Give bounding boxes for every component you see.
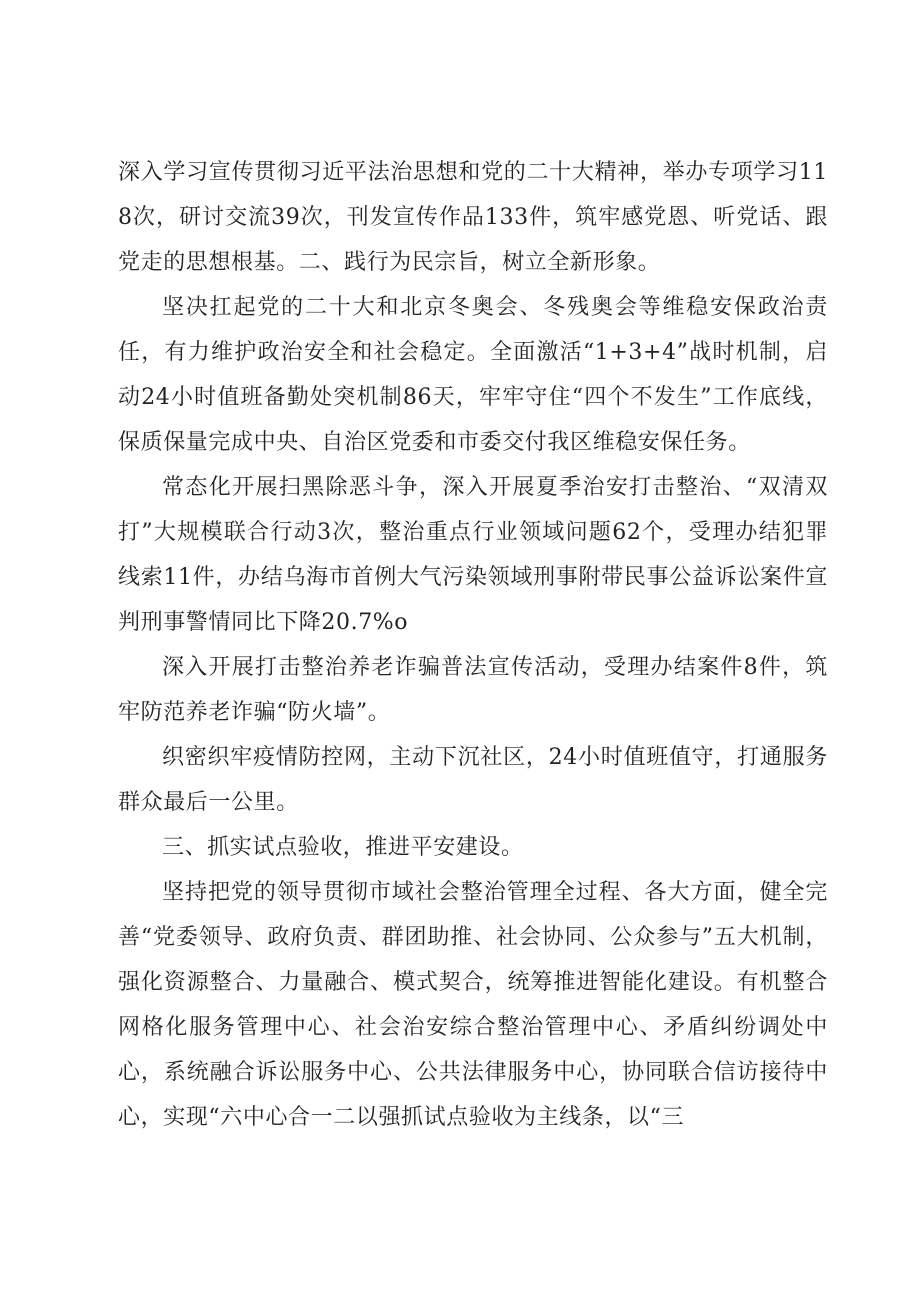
section-heading: 三、抓实试点验收，推进平安建设。 [162,835,524,860]
document-body [118,150,828,1140]
paragraph-4: 深入开展打击整治养老诈骗普法宣传活动，受理办结案件8件，筑牢防范养老诈骗“防火墙”。 [118,655,828,725]
paragraph-2: 坚决扛起党的二十大和北京冬奥会、冬残奥会等维稳安保政治责任，有力维护政治安全和社会稳定。全面激活“1+3+4”战时机制，启动24小时值班备勤处突机制86天，牢牢守住“四个不发生”工作底线，保质保量完成中央、自治区党委和市委交付我区维稳安保任务。 [118,295,828,455]
paragraph-3: 常态化开展扫黑除恶斗争，深入开展夏季治安打击整治、“双清双打”大规模联合行动3次，整治重点行业领域问题62个，受理办结犯罪线索11件，办结乌海市首例大气污染领域刑事附带民事公益诉讼案件宣判刑事警情同比下降20.7%o [118,475,828,635]
paragraph-6: 坚持把党的领导贯彻市域社会整治管理全过程、各大方面，健全完善“党委领导、政府负责、群团助推、社会协同、公众参与”五大机制，强化资源整合、力量融合、模式契合，统筹推进智能化建设。有机整合网格化服务管理中心、社会治安综合整治管理中心、矛盾纠纷调处中心，系统融合诉讼服务中心、公共法律服务中心，协同联合信访接待中心，实现“六中心合一二以强抓试点验收为主线条，以“三 [118,880,828,1130]
paragraph-5: 织密织牢疫情防控网，主动下沉社区，24小时值班值守，打通服务群众最后一公里。 [118,745,828,815]
paragraph-1: 深入学习宣传贯彻习近平法治思想和党的二十大精神，举办专项学习118次，研讨交流39次，刊发宣传作品133件，筑牢感党恩、听党话、跟党走的思想根基。二、践行为民宗旨，树立全新形象。 [118,160,828,275]
